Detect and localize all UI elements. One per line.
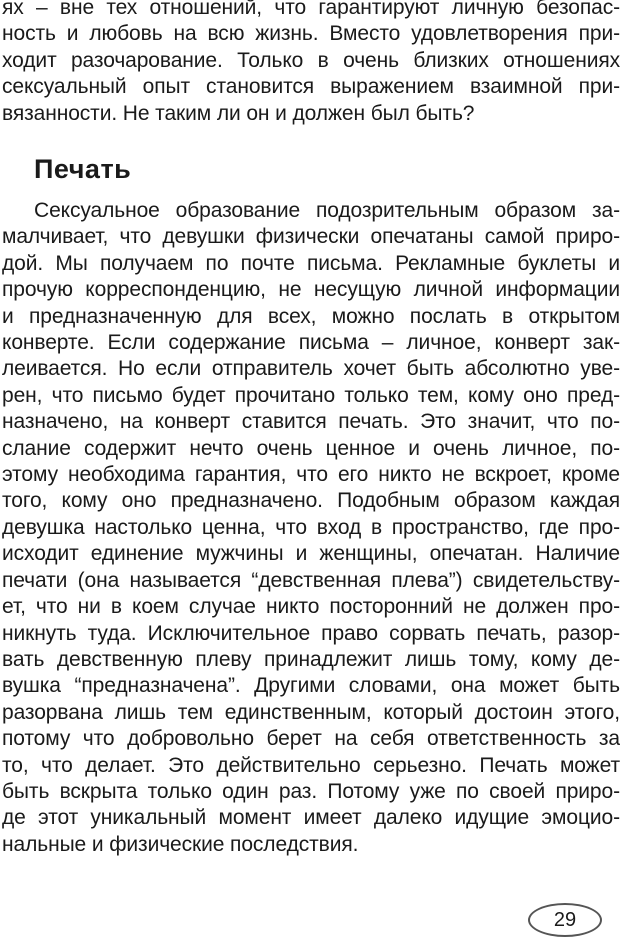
text-line: конверте. Если содержание письма – личное, конверт зак- — [2, 331, 620, 355]
text-line: малчивает, что девушки физически опечатаны самой приро- — [2, 225, 620, 249]
text-line: слание содержит нечто очень ценное и очень личное, по- — [2, 436, 620, 460]
page-number-label: 29 — [553, 908, 577, 931]
text-line: ет, что ни в коем случае никто посторонний не должен про- — [2, 595, 620, 619]
text-line: никнуть туда. Исключительное право сорвать печать, разор- — [2, 621, 620, 645]
text-line: рен, что письмо будет прочитано только тем, кому оно пред- — [2, 383, 620, 407]
text-line: вушка “предназначена”. Другими словами, она может быть — [2, 674, 620, 698]
page-number — [528, 903, 602, 937]
text-line: того, кому оно предназначено. Подобным образом каждая — [2, 489, 620, 513]
text-line: сексуальный опыт становится выражением взаимной при- — [2, 75, 620, 99]
text-line: вать девственную плеву принадлежит лишь тому, кому де- — [2, 647, 620, 671]
text-line: Сексуальное образование подозрительным образом за- — [34, 199, 620, 222]
continued-paragraph — [2, 0, 620, 127]
text-line: ях – вне тех отношений, что гарантируют личную безопас- — [2, 0, 620, 19]
text-line: разорвана лишь тем единственным, который достоин этого, — [2, 700, 620, 724]
text-line: потому что добровольно берет на себя ответственность за — [2, 727, 620, 751]
text-line: девушка настолько ценна, что вход в пространство, где про- — [2, 515, 620, 539]
text-line: ность и любовь на всю жизнь. Вместо удовлетворения при- — [2, 22, 620, 46]
text-line: печати (она называется “девственная плева”) свидетельству- — [2, 568, 620, 592]
text-line: и предназначенную для всех, можно послать в открытом — [2, 304, 620, 328]
text-line: назначено, на конверт ставится печать. Это значит, что по- — [2, 410, 620, 434]
text-line: этому необходима гарантия, что его никто не вскроет, кроме — [2, 463, 620, 487]
text-line: де этот уникальный момент имеет далеко идущие эмоцио- — [2, 806, 620, 830]
text-line: прочую корреспонденцию, не несущую личной информации — [2, 278, 620, 302]
text-line: исходит единение мужчины и женщины, опечатан. Наличие — [2, 542, 620, 566]
text-line: нальные и физические последствия. — [2, 832, 359, 856]
text-line: леивается. Но если отправитель хочет быть абсолютно уве- — [2, 357, 620, 381]
text-line: вязанности. Не таким ли он и должен был быть? — [2, 101, 475, 125]
text-line: то, что делает. Это действительно серьезно. Печать может — [2, 753, 620, 777]
text-line: быть вскрыта только один раз. Потому уже по своей приро- — [2, 779, 620, 803]
text-line: дой. Мы получаем по почте письма. Рекламные буклеты и — [2, 251, 620, 275]
section-heading: Печать — [34, 154, 132, 184]
section-paragraph — [2, 198, 620, 858]
text-line: ходит разочарование. Только в очень близких отношениях — [2, 48, 620, 72]
